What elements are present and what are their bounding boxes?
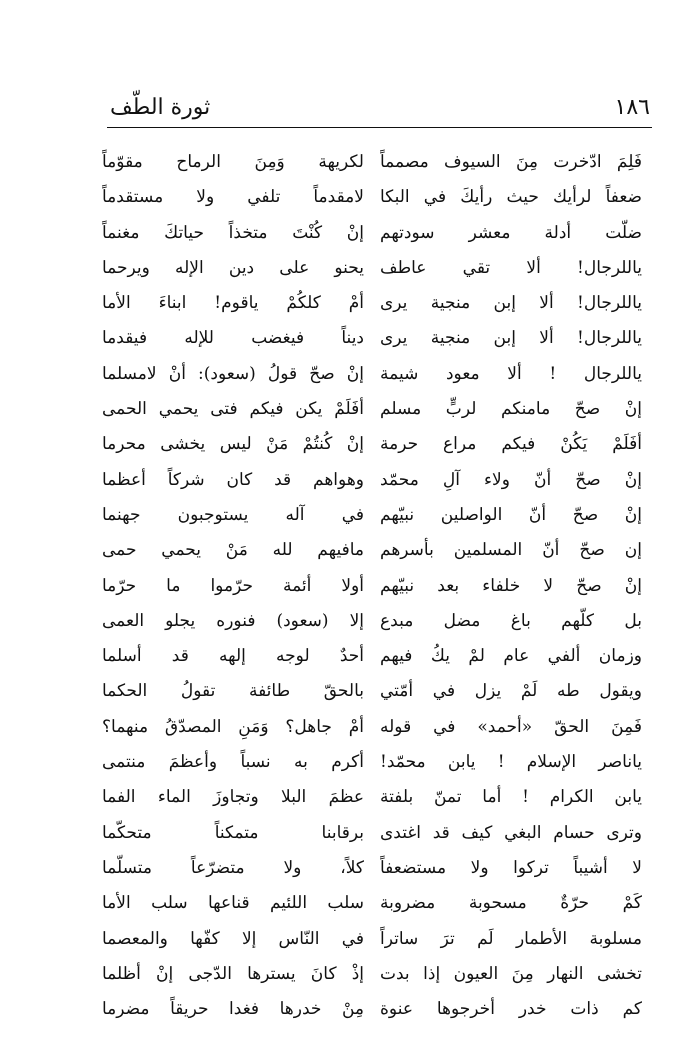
verse-first-hemistich: وزمان ألفي عام لمْ يكُ فيهم — [380, 646, 642, 667]
verse-second-hemistich: إنْ كُنْتَ متخذاً حياتكَ مغنماً — [102, 222, 364, 243]
verse-first-hemistich: إنْ صحّ مامنكم لربٍّ مسلم — [380, 399, 642, 420]
page-header — [110, 95, 650, 127]
verse-first-hemistich: تخشى النهار مِنَ العيون إذا بدت — [380, 963, 642, 984]
verse-second-hemistich: لكريهة وَمِنَ الرماح مقوّماً — [102, 152, 364, 172]
verse-first-hemistich: ياللرجال! ألا تقي عاطف — [380, 257, 642, 278]
verse-first-hemistich: ياللرجال! ألا إبن منجية يرى — [380, 328, 642, 349]
verse-second-hemistich: أفَلَمْ يكن فيكم فتى يحمي الحمى — [102, 399, 364, 420]
verse-second-hemistich: مافيهم لله مَنْ يحمي حمى — [102, 540, 364, 561]
verse-second-hemistich: أولا أئمة حرّموا ما حرّما — [102, 575, 364, 596]
verse-first-hemistich: ويقول طه لَمْ يزل في أمّتي — [380, 681, 642, 702]
verse-first-hemistich: إن صحّ أنّ المسلمين بأسرهم — [380, 540, 642, 561]
verse-second-hemistich: بالحقّ طائفة تقولُ الحكما — [102, 681, 364, 702]
left-hemistich-column — [102, 145, 364, 1027]
verse-first-hemistich: فَمِنَ الحقّ «أحمد» في قوله — [380, 716, 642, 737]
verse-second-hemistich: برقابنا متمكناً متحكّما — [102, 822, 364, 843]
verse-first-hemistich: ياللرجال ! ألا معود شيمة — [380, 363, 642, 384]
verse-second-hemistich: إنْ صحّ قولُ (سعود): أنْ لامسلما — [102, 363, 364, 384]
verse-second-hemistich: أمْ كلكُمْ ياقوم! ابناءَ الأما — [102, 293, 364, 314]
verse-first-hemistich: يابن الكرام ! أما تمنّ بلفتة — [380, 787, 642, 808]
verse-second-hemistich: مِنْ خدرها فغدا حريقاً مضرما — [102, 999, 364, 1020]
verse-second-hemistich: كلاً، ولا متضرّعاً متسلّما — [102, 857, 364, 878]
header-rule — [107, 127, 652, 128]
verse-first-hemistich: كم ذات خدر أخرجوها عنوة — [380, 999, 642, 1020]
verse-first-hemistich: ياللرجال! ألا إبن منجية يرى — [380, 293, 642, 314]
verse-first-hemistich: كَمْ حرّةٌ مسحوبة مضروبة — [380, 893, 642, 914]
verse-second-hemistich: في آله يستوجبون جهنما — [102, 504, 364, 525]
verse-first-hemistich: إنْ صحّ أنّ ولاء آلِ محمّد — [380, 469, 642, 490]
verse-first-hemistich: مسلوبة الأطمار لَم ترَ ساتراً — [380, 928, 642, 949]
verse-second-hemistich: إذْ كانَ يسترها الدّجى إنْ أظلما — [102, 963, 364, 984]
verse-second-hemistich: عظمَ البلا وتجاوزَ الماء الفما — [102, 787, 364, 808]
verse-first-hemistich: إنْ صحّ أنّ الواصلين نبيّهم — [380, 504, 642, 525]
verse-second-hemistich: أحدٌ لوجه إلهه قد أسلما — [102, 646, 364, 667]
verse-first-hemistich: ياناصر الإسلام ! يابن محمّد! — [380, 752, 642, 773]
right-hemistich-column — [380, 145, 642, 1027]
verse-second-hemistich: لامقدماً تلفي ولا مستقدماً — [102, 187, 364, 208]
verse-second-hemistich: إلا (سعود) فنوره يجلو العمى — [102, 610, 364, 631]
verse-first-hemistich: إنْ صحّ لا خلفاء بعد نبيّهم — [380, 575, 642, 596]
verse-first-hemistich: ضعفاً لرأيك حيث رأيكَ في البكا — [380, 187, 642, 208]
verse-first-hemistich: فَلِمَ ادّخرت مِنَ السيوف مصمماً — [380, 152, 642, 172]
verse-second-hemistich: في النّاس إلا كفّها والمعصما — [102, 928, 364, 949]
page-number: ١٨٦ — [614, 95, 650, 120]
verse-first-hemistich: ضلّت أدلة معشر سودتهم — [380, 222, 642, 243]
verse-second-hemistich: ديناً فيغضب للإله فيقدما — [102, 328, 364, 349]
verse-second-hemistich: أكرم به نسباً وأعظمَ منتمى — [102, 752, 364, 773]
verse-second-hemistich: إنْ كُنتُمْ مَنْ ليس يخشى محرما — [102, 434, 364, 455]
running-title: ثورة الطّف — [110, 95, 211, 120]
verse-second-hemistich: وهواهم قد كان شركاً أعظما — [102, 469, 364, 490]
verse-second-hemistich: يحنو على دين الإله ويرحما — [102, 257, 364, 278]
verse-first-hemistich: وترى حسام البغي كيف قد اغتدى — [380, 822, 642, 843]
verse-second-hemistich: سلب اللئيم قناعها سلب الأما — [102, 893, 364, 914]
verse-first-hemistich: بل كلّهم باغ مضل مبدع — [380, 610, 642, 631]
verse-second-hemistich: أمْ جاهل؟ وَمَنِ المصدّقُ منهما؟ — [102, 716, 364, 737]
verse-first-hemistich: لا أشيباً تركوا ولا مستضعفاً — [380, 857, 642, 878]
verse-first-hemistich: أفَلَمْ يَكُنْ فيكم مراع حرمة — [380, 434, 642, 455]
